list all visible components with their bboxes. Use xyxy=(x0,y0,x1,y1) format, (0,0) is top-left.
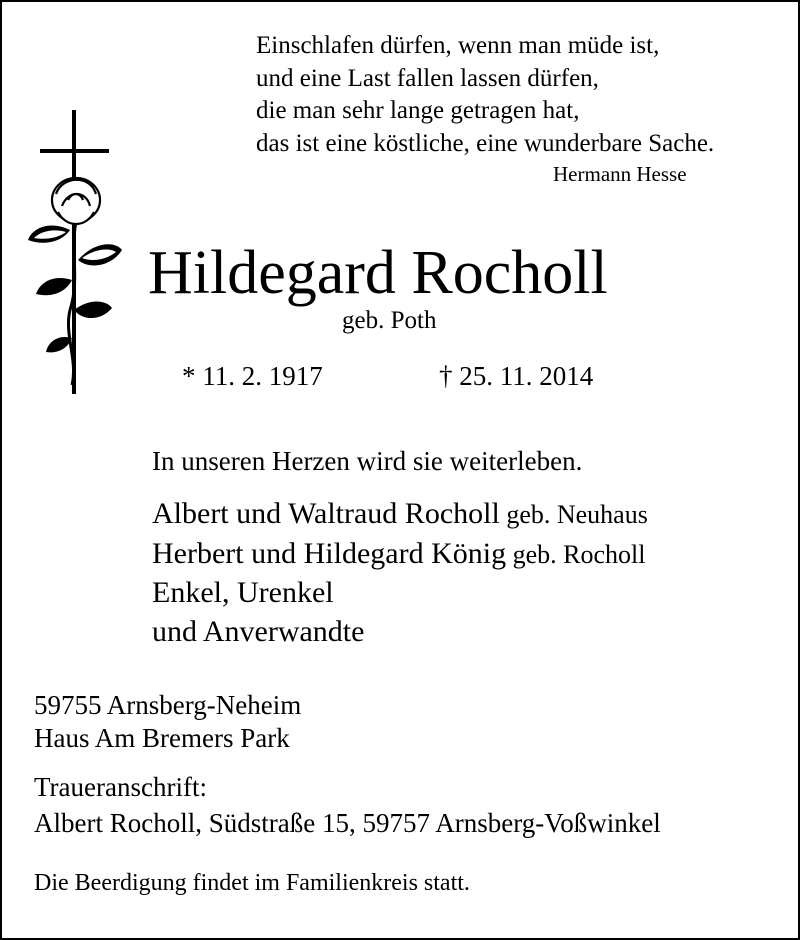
family-member-maiden: geb. Neuhaus xyxy=(499,500,648,529)
poem-line: die man sehr lange getragen hat, xyxy=(256,97,580,124)
mourning-address-value: Albert Rocholl, Südstraße 15, 59757 Arnsberg-Voßwinkel xyxy=(34,808,661,838)
cross-with-rose-icon xyxy=(20,110,130,400)
family-member xyxy=(152,574,648,613)
residence-address xyxy=(34,689,301,755)
poem-line: und eine Last fallen lassen dürfen, xyxy=(256,64,599,92)
poem xyxy=(256,30,714,160)
funeral-note: Die Beerdigung findet im Familienkreis statt. xyxy=(34,870,470,896)
mourning-address-label: Traueranschrift: xyxy=(34,772,207,802)
mourning-address xyxy=(34,769,661,841)
family-member-name: Herbert und Hildegard König xyxy=(152,536,507,570)
poem-line: das ist eine köstliche, eine wunderbare Sache. xyxy=(256,129,715,157)
family-list xyxy=(152,495,648,651)
deceased-name: Hildegard Rocholl xyxy=(148,239,608,307)
family-member-maiden: geb. Rocholl xyxy=(506,539,646,569)
address-line: Haus Am Bremers Park xyxy=(34,723,290,753)
family-member xyxy=(152,495,648,535)
poem-author: Hermann Hesse xyxy=(553,162,687,186)
family-member xyxy=(152,535,648,575)
poem-line: Einschlafen dürfen, wenn man müde ist, xyxy=(256,32,660,59)
family-member-name: und Anverwandte xyxy=(152,614,365,648)
address-line: 59755 Arnsberg-Neheim xyxy=(34,690,302,720)
family-member-name: Albert und Waltraud Rocholl xyxy=(152,497,500,530)
death-date: † 25. 11. 2014 xyxy=(439,361,594,391)
maiden-name: geb. Poth xyxy=(342,307,437,334)
family-member-name: Enkel, Urenkel xyxy=(152,576,334,609)
birth-date: * 11. 2. 1917 xyxy=(182,361,323,391)
motto: In unseren Herzen wird sie weiterleben. xyxy=(152,446,583,476)
family-member xyxy=(152,613,648,652)
